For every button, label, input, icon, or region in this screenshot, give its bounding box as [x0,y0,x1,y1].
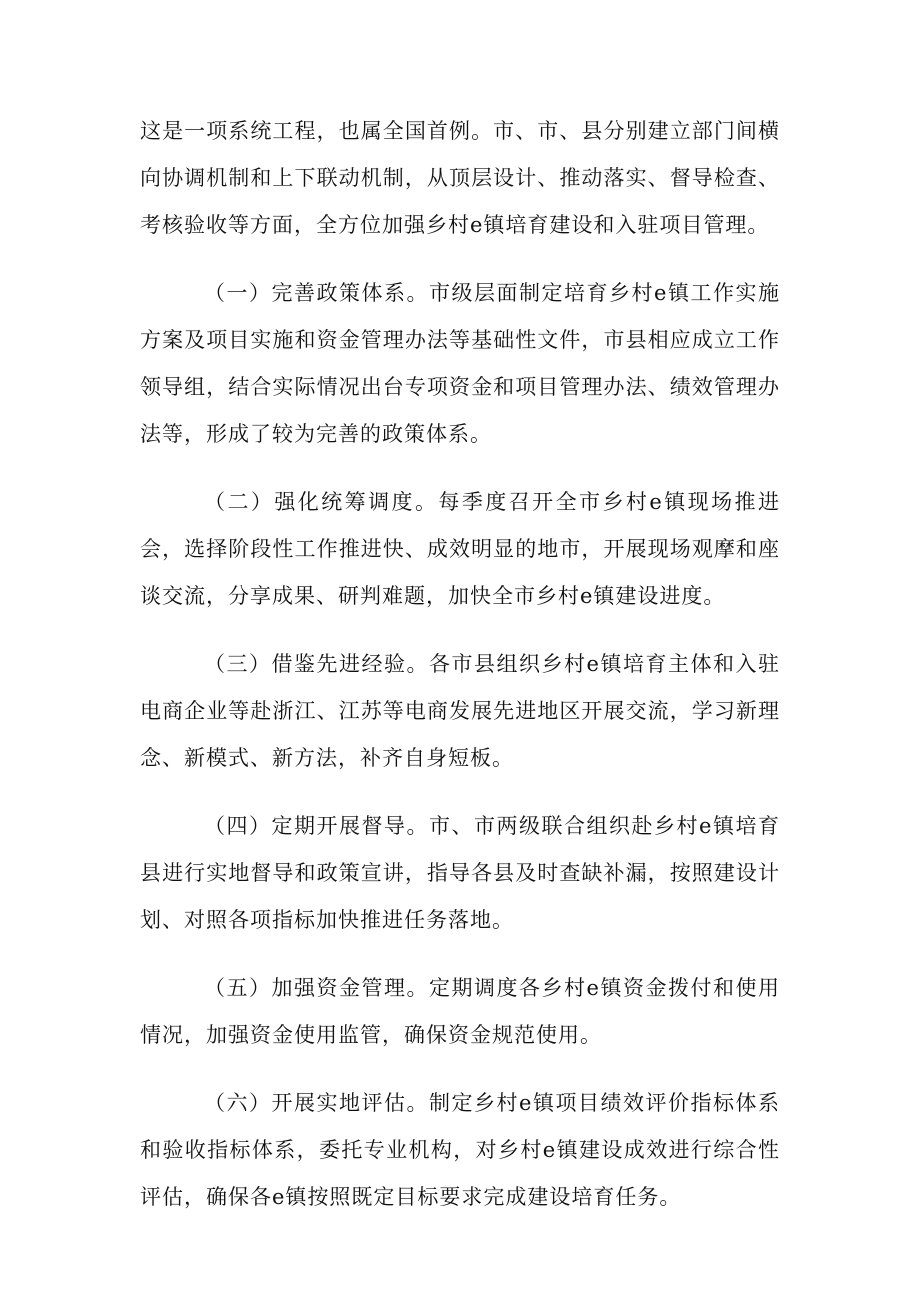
paragraph-policy-system: （一）完善政策体系。市级层面制定培育乡村e镇工作实施方案及项目实施和资金管理办法等基础性文件，市县相应成立工作领导组，结合实际情况出台专项资金和项目管理办法、绩效管理办法等，形成了较为完善的政策体系。 [140,281,780,446]
paragraph-coordination: （二）强化统筹调度。每季度召开全市乡村e镇现场推进会，选择阶段性工作推进快、成效明显的地市，开展现场观摩和座谈交流，分享成果、研判难题，加快全市乡村e镇建设进度。 [140,490,780,608]
paragraph-evaluation: （六）开展实地评估。制定乡村e镇项目绩效评价指标体系和验收指标体系，委托专业机构，对乡村e镇建设成效进行综合性评估，确保各e镇按照既定目标要求完成建设培育任务。 [140,1091,780,1209]
paragraph-supervision: （四）定期开展督导。市、市两级联合组织赴乡村e镇培育县进行实地督导和政策宣讲，指导各县及时查缺补漏，按照建设计划、对照各项指标加快推进任务落地。 [140,814,780,932]
paragraph-intro: 这是一项系统工程，也属全国首例。市、市、县分别建立部门间横向协调机制和上下联动机制，从顶层设计、推动落实、督导检查、考核验收等方面，全方位加强乡村e镇培育建设和入驻项目管理。 [140,119,780,237]
paragraph-fund-management: （五）加强资金管理。定期调度各乡村e镇资金拨付和使用情况，加强资金使用监管，确保资金规范使用。 [140,976,780,1047]
paragraph-experience: （三）借鉴先进经验。各市县组织乡村e镇培育主体和入驻电商企业等赴浙江、江苏等电商发展先进地区开展交流，学习新理念、新模式、新方法，补齐自身短板。 [140,652,780,770]
document-body [140,108,780,1242]
